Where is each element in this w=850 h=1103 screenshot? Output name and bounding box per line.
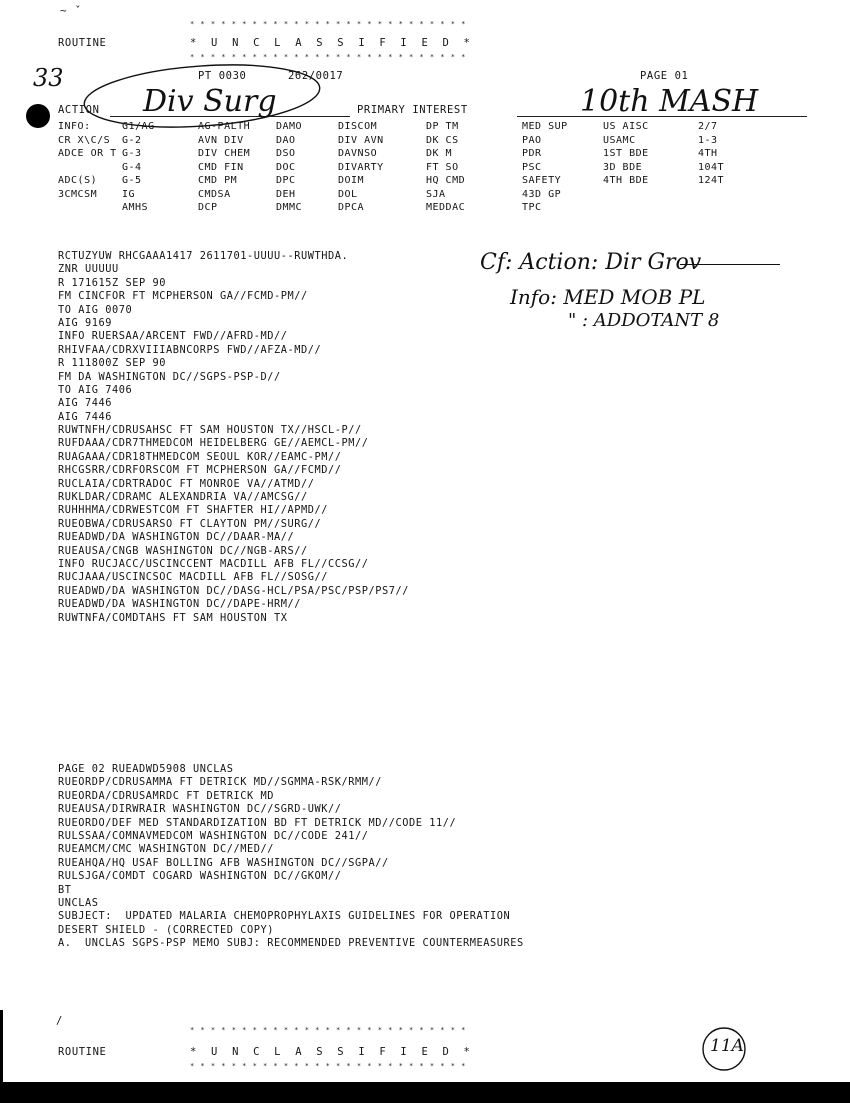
message-line: RULSJGA/COMDT COGARD WASHINGTON DC//GKOM// xyxy=(58,870,342,883)
note-1-underline xyxy=(680,264,780,265)
message-line: INFO RUERSAA/ARCENT FWD//AFRD-MD// xyxy=(58,330,288,343)
message-line: RUEADWD/DA WASHINGTON DC//DAPE-HRM// xyxy=(58,598,301,611)
message-line: RUCLAIA/CDRTRADOC FT MONROE VA//ATMD// xyxy=(58,477,315,490)
routing-cell: AVN DIV xyxy=(198,134,244,146)
message-line: RUAGAAA/CDR18THMEDCOM SEOUL KOR//EAMC-PM// xyxy=(58,450,342,463)
message-line: RUEADWD/DA WASHINGTON DC//DAAR-MA// xyxy=(58,531,295,544)
message-line: BT xyxy=(58,883,72,896)
message-line: RHIVFAA/CDRXVIIIABNCORPS FWD//AFZA-MD// xyxy=(58,343,322,356)
message-line: PAGE 02 RUEADWD5908 UNCLAS xyxy=(58,763,234,775)
classification-footer: * U N C L A S S I F I E D * xyxy=(190,1046,475,1058)
routing-cell: TPC xyxy=(522,202,542,213)
handwritten-action: Div Surg xyxy=(143,84,277,119)
action-label: ACTION xyxy=(58,104,100,116)
message-line: RUEAUSA/DIRWRAIR WASHINGTON DC//SGRD-UWK// xyxy=(58,803,342,816)
routing-cell: HQ CMD xyxy=(426,175,466,186)
footer-mark: / xyxy=(56,1015,63,1027)
routing-cell: DOL xyxy=(338,188,358,200)
precedence-header: ROUTINE xyxy=(58,37,107,49)
routing-cell: DAO xyxy=(276,134,296,146)
message-line: RUWTNFH/CDRUSAHSC FT SAM HOUSTON TX//HSCL-P// xyxy=(58,424,362,437)
message-line: SUBJECT: UPDATED MALARIA CHEMOPROPHYLAXIS GUIDELINES FOR OPERATION xyxy=(58,910,511,923)
message-line: RUEAUSA/CNGB WASHINGTON DC//NGB-ARS// xyxy=(58,544,308,557)
routing-cell: 1-3 xyxy=(698,134,718,146)
routing-cell: DOIM xyxy=(338,175,365,186)
routing-cell: DP TM xyxy=(426,121,459,132)
routing-cell: 3CMCSM xyxy=(58,188,98,200)
routing-cell: DCP xyxy=(198,202,218,213)
routing-cell: DAMO xyxy=(276,121,303,132)
message-line: INFO RUCJACC/USCINCCENT MACDILL AFB FL//CCSG// xyxy=(58,557,369,570)
routing-cell: USAMC xyxy=(603,134,636,146)
message-line: A. UNCLAS SGPS-PSP MEMO SUBJ: RECOMMENDED PREVENTIVE COUNTERMEASURES xyxy=(58,937,524,950)
routing-cell: DOC xyxy=(276,161,296,173)
routing-cell: DIVARTY xyxy=(338,161,384,173)
routing-cell: G-2 xyxy=(122,134,142,146)
handwritten-note-3: " : ADDOTANT 8 xyxy=(568,310,720,331)
routing-cell: DIV CHEM xyxy=(198,148,251,159)
routing-cell: DISCOM xyxy=(338,121,378,132)
handwritten-page-mark: 11A xyxy=(710,1036,744,1056)
primary-interest-label: PRIMARY INTEREST xyxy=(357,104,468,116)
routing-cell: PSC xyxy=(522,161,542,173)
handwritten-33: 33 xyxy=(33,64,64,92)
message-line: TO AIG 7406 xyxy=(58,383,133,396)
message-body-2 xyxy=(58,763,524,950)
message-line: RUHHHMA/CDRWESTCOM FT SHAFTER HI//APMD// xyxy=(58,504,328,517)
routing-cell: DMMC xyxy=(276,202,303,213)
message-line: AIG 9169 xyxy=(58,316,112,329)
routing-cell: SJA xyxy=(426,188,446,200)
top-scribble: ~ ˇ xyxy=(60,4,82,17)
routing-cell: G-4 xyxy=(122,161,142,173)
routing-cell: DAVNSO xyxy=(338,148,378,159)
routing-cell: DIV AVN xyxy=(338,134,384,146)
message-line: DESERT SHIELD - (CORRECTED COPY) xyxy=(58,923,274,936)
message-line: R 111800Z SEP 90 xyxy=(58,357,166,370)
message-line: RUEADWD/DA WASHINGTON DC//DASG-HCL/PSA/PSC/PSP/PS7// xyxy=(58,584,409,597)
routing-cell: CMD FIN xyxy=(198,161,244,173)
routing-cell: G1/AG xyxy=(122,121,155,132)
message-body-1 xyxy=(58,250,409,625)
routing-cell: 124T xyxy=(698,175,725,186)
routing-cell: DPCA xyxy=(338,202,365,213)
routing-cell: ADC(S) xyxy=(58,175,98,186)
message-line: RUEAHQA/HQ USAF BOLLING AFB WASHINGTON DC//SGPA// xyxy=(58,856,389,869)
routing-cell: US AISC xyxy=(603,121,649,132)
message-line: RUEAMCM/CMC WASHINGTON DC//MED// xyxy=(58,843,274,856)
routing-cell: SAFETY xyxy=(522,175,562,186)
message-line: RUEORDP/CDRUSAMMA FT DETRICK MD//SGMMA-RSK/RMM// xyxy=(58,776,382,789)
routing-cell: G-5 xyxy=(122,175,142,186)
handwritten-note-2: Info: MED MOB PL xyxy=(510,285,706,309)
handwritten-note-1: Cf: Action: Dir Grov xyxy=(480,250,702,275)
routing-cell: DK M xyxy=(426,148,453,159)
message-line: RUCJAAA/USCINCSOC MACDILL AFB FL//SOSG// xyxy=(58,571,328,584)
routing-cell: DPC xyxy=(276,175,296,186)
stars-line-bottom-1: * * * * * * * * * * * * * * * * * * * * * * * * * * * xyxy=(190,1026,467,1034)
routing-cell: G-3 xyxy=(122,148,142,159)
message-line: RUEOBWA/CDRUSARSO FT CLAYTON PM//SURG// xyxy=(58,517,322,530)
scan-bottom-bar xyxy=(0,1082,850,1103)
routing-cell: 43D GP xyxy=(522,188,562,200)
routing-cell: 1ST BDE xyxy=(603,148,649,159)
routing-cell: 4TH BDE xyxy=(603,175,649,186)
classification-header: * U N C L A S S I F I E D * xyxy=(190,37,475,49)
message-line: RUFDAAA/CDR7THMEDCOM HEIDELBERG GE//AEMCL-PM// xyxy=(58,437,369,450)
message-line: FM DA WASHINGTON DC//SGPS-PSP-D// xyxy=(58,370,281,383)
message-line: RUWTNFA/COMDTAHS FT SAM HOUSTON TX xyxy=(58,611,288,624)
routing-cell: AG-PALTH xyxy=(198,121,251,132)
message-line: RUEORDO/DEF MED STANDARDIZATION BD FT DETRICK MD//CODE 11// xyxy=(58,816,457,829)
routing-cell: INFO: xyxy=(58,121,91,132)
stars-line-bottom-2: * * * * * * * * * * * * * * * * * * * * * * * * * * * xyxy=(190,1062,467,1070)
routing-cell: FT SO xyxy=(426,161,459,173)
handwritten-primary-interest: 10th MASH xyxy=(580,84,759,119)
routing-cell: DEH xyxy=(276,188,296,200)
routing-cell: PAO xyxy=(522,134,542,146)
routing-cell: 2/7 xyxy=(698,121,718,132)
routing-cell: ADCE OR T xyxy=(58,148,117,159)
precedence-footer: ROUTINE xyxy=(58,1046,107,1058)
routing-cell: 3D BDE xyxy=(603,161,643,173)
punch-hole xyxy=(26,104,50,128)
routing-cell: PDR xyxy=(522,148,542,159)
message-line: R 171615Z SEP 90 xyxy=(58,276,166,289)
pt-line: PT 0030 262/0017 xyxy=(198,70,344,82)
routing-cell: MED SUP xyxy=(522,121,568,132)
message-line: FM CINCFOR FT MCPHERSON GA//FCMD-PM// xyxy=(58,290,308,303)
message-line: RUEORDA/CDRUSAMRDC FT DETRICK MD xyxy=(58,789,274,802)
routing-cell: IG xyxy=(122,188,136,200)
routing-cell: DSO xyxy=(276,148,296,159)
routing-cell: 4TH xyxy=(698,148,718,159)
routing-cell: DK CS xyxy=(426,134,459,146)
routing-cell: CMD PM xyxy=(198,175,238,186)
scan-edge xyxy=(0,1010,3,1082)
message-line: TO AIG 0070 xyxy=(58,303,133,316)
routing-cell: CR X\C/S xyxy=(58,134,111,146)
message-line: RULSSAA/COMNAVMEDCOM WASHINGTON DC//CODE 241// xyxy=(58,829,369,842)
routing-cell: MEDDAC xyxy=(426,202,466,213)
routing-cell: AMHS xyxy=(122,202,149,213)
message-line: UNCLAS xyxy=(58,896,99,909)
message-line: AIG 7446 xyxy=(58,410,112,423)
message-line: RUKLDAR/CDRAMC ALEXANDRIA VA//AMCSG// xyxy=(58,491,308,504)
message-line: RHCGSRR/CDRFORSCOM FT MCPHERSON GA//FCMD// xyxy=(58,464,342,477)
stars-line-top-2: * * * * * * * * * * * * * * * * * * * * * * * * * * * xyxy=(190,53,467,61)
message-line: ZNR UUUUU xyxy=(58,263,119,276)
message-line: RCTUZYUW RHCGAAA1417 2611701-UUUU--RUWTHDA. xyxy=(58,250,349,262)
page-number: PAGE 01 xyxy=(640,70,689,82)
stars-line-top-1: * * * * * * * * * * * * * * * * * * * * * * * * * * * xyxy=(190,20,467,28)
routing-cell: CMDSA xyxy=(198,188,231,200)
message-line: AIG 7446 xyxy=(58,397,112,410)
routing-cell: 104T xyxy=(698,161,725,173)
